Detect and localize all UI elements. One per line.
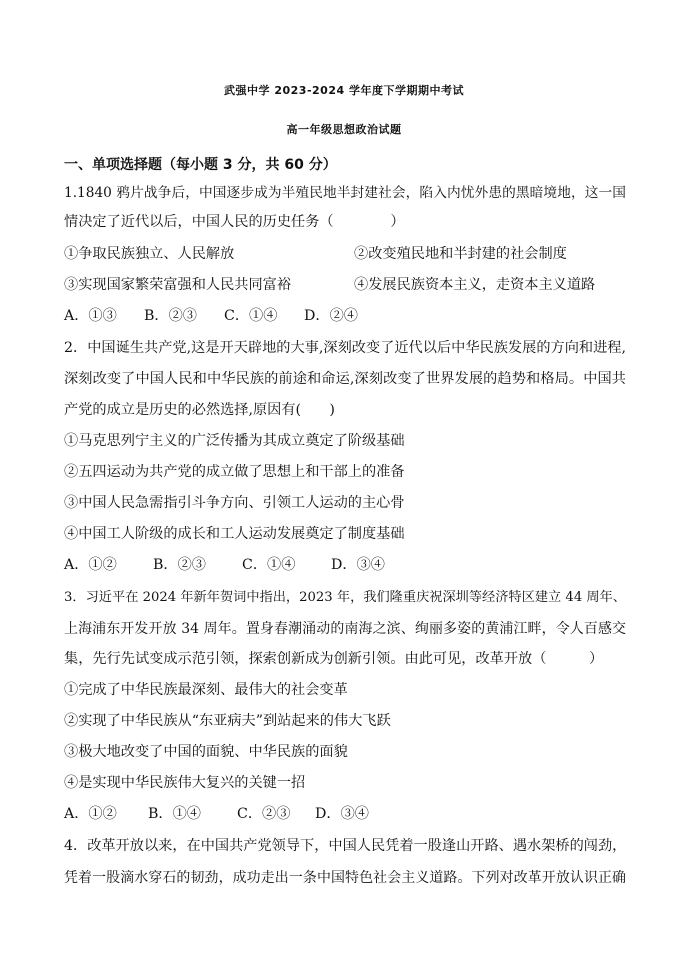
q2-choice-d[interactable]: D．③④ [331, 557, 385, 573]
q2-stem-line1: 2．中国诞生共产党,这是开天辟地的大事,深刻改变了近代以后中华民族发展的方向和进程, [64, 340, 626, 356]
q2-choice-b[interactable]: B．②③ [153, 557, 206, 573]
q2-option-2: ②五四运动为共产党的成立做了思想上和干部上的准备 [64, 464, 405, 480]
q2-answer-choices [64, 554, 385, 574]
q1-stem-line2: 情决定了近代以后，中国人民的历史任务（ ） [64, 214, 405, 230]
q1-stem-line1: 1.1840 鸦片战争后，中国逐步成为半殖民地半封建社会，陷入内忧外患的黑暗境地，这一国 [64, 185, 626, 201]
q2-option-3: ③中国人民急需指引斗争方向、引领工人运动的主心骨 [64, 495, 405, 511]
q3-option-1: ①完成了中华民族最深刻、最伟大的社会变革 [64, 682, 348, 698]
q3-stem-line2: 上海浦东开发开放 34 周年。置身春潮涌动的南海之滨、绚丽多姿的黄浦江畔，令人百感交 [64, 621, 626, 637]
q2-stem-line2: 深刻改变了中国人民和中华民族的前途和命运,深刻改变了世界发展的趋势和格局。中国共 [64, 371, 626, 387]
q2-choice-c[interactable]: C．①④ [242, 557, 296, 573]
q2-option-4: ④中国工人阶级的成长和工人运动发展奠定了制度基础 [64, 526, 405, 542]
q3-choice-a[interactable]: A．①② [64, 806, 117, 822]
q2-option-1: ①马克思列宁主义的广泛传播为其成立奠定了阶级基础 [64, 433, 405, 449]
q1-option-1: ①争取民族独立、人民解放 [64, 246, 235, 262]
q3-option-3: ③极大地改变了中国的面貌、中华民族的面貌 [64, 744, 348, 760]
q1-answer-choices [64, 305, 358, 325]
q4-stem-line2: 凭着一股滴水穿石的韧劲，成功走出一条中国特色社会主义道路。下列对改革开放认识正确 [64, 870, 626, 886]
q3-answer-choices [64, 803, 369, 823]
q3-stem-line3: 集，先行先试变成示范引领，探索创新成为创新引领。由此可见，改革开放（ ） [64, 651, 604, 667]
q1-choice-b[interactable]: B．②③ [144, 308, 197, 324]
q1-option-3: ③实现国家繁荣富强和人民共同富裕 [64, 277, 292, 293]
q1-choice-a[interactable]: A．①③ [64, 308, 117, 324]
q2-choice-a[interactable]: A．①② [64, 557, 117, 573]
q3-option-2: ②实现了中华民族从“东亚病夫”到站起来的伟大飞跃 [64, 713, 391, 729]
exam-subtitle: 高一年级思想政治试题 [286, 123, 402, 136]
q1-option-4: ④发展民族资本主义，走资本主义道路 [354, 277, 596, 293]
q1-choice-d[interactable]: D．②④ [304, 308, 358, 324]
q3-choice-c[interactable]: C．②③ [237, 806, 291, 822]
q4-stem-line1: 4．改革开放以来，在中国共产党领导下，中国人民凭着一股逢山开路、遇水架桥的闯劲， [64, 838, 627, 854]
q3-choice-b[interactable]: B．①④ [148, 806, 201, 822]
q3-choice-d[interactable]: D．③④ [315, 806, 369, 822]
q3-stem-line1: 3．习近平在 2024 年新年贺词中指出，2023 年，我们隆重庆祝深圳等经济特区建立 44 周年、 [64, 590, 626, 605]
q1-choice-c[interactable]: C．①④ [224, 308, 278, 324]
q3-option-4: ④是实现中华民族伟大复兴的关键一招 [64, 775, 306, 791]
section-heading: 一、单项选择题（每小题 3 分，共 60 分） [64, 157, 337, 173]
q1-option-2: ②改变殖民地和半封建的社会制度 [354, 246, 567, 262]
exam-title: 武强中学 2023-2024 学年度下学期期中考试 [224, 84, 464, 97]
q2-stem-line3: 产党的成立是历史的必然选择,原因有( ) [64, 402, 335, 418]
